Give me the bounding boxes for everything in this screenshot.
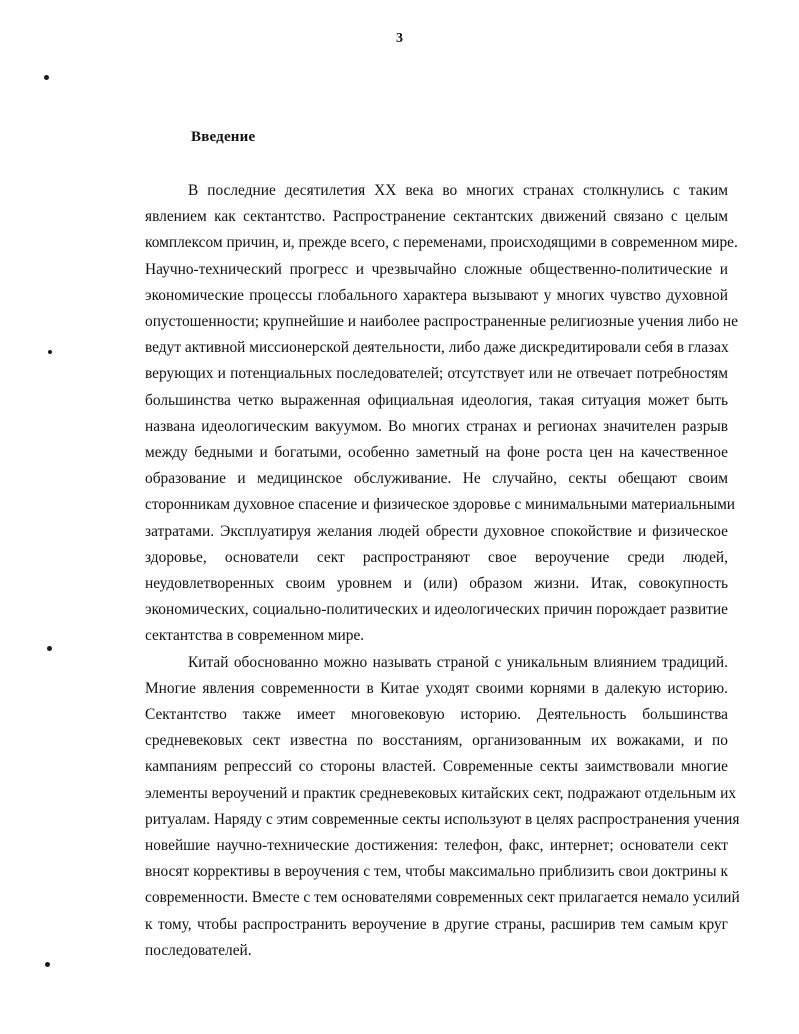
text-line: Многие явления современности в Китае уходят своими корнями в далекую историю.: [145, 679, 728, 697]
text-line: большинства четко выраженная официальная идеология, такая ситуация может быть: [145, 391, 728, 409]
text-line: неудовлетворенных своим уровнем и (или) образом жизни. Итак, совокупность: [145, 575, 728, 593]
scan-speck: [44, 75, 49, 80]
text-line: явлением как сектантство. Распространение сектантских движений связано с целым: [145, 208, 728, 226]
text-line: В последние десятилетия XX века во многих странах столкнулись с таким: [188, 182, 728, 199]
text-line: опустошенности; крупнейшие и наиболее распространенные религиозные учения либо не: [145, 313, 738, 331]
text-line: ведут активной миссионерской деятельности, либо даже дискредитировали себя в глазах: [145, 339, 729, 357]
paragraph: [145, 650, 740, 964]
text-line: верующих и потенциальных последователей; отсутствует или не отвечает потребностям: [145, 365, 728, 383]
text-line: последователей.: [145, 941, 252, 959]
text-line: ритуалам. Наряду с этим современные секты используют в целях распространения учения: [145, 810, 740, 828]
scan-speck: [48, 350, 52, 354]
text-line: кампаниям репрессий со стороны властей. Современные секты заимствовали многие: [145, 758, 728, 776]
scan-speck: [45, 962, 50, 967]
text-line: между бедными и богатыми, особенно заметный на фоне роста цен на качественное: [145, 444, 728, 462]
text-line: образование и медицинское обслуживание. Не случайно, секты обещают своим: [145, 470, 728, 488]
text-line: новейшие научно-технические достижения: телефон, факс, интернет; основатели сект: [145, 837, 728, 855]
text-line: комплексом причин, и, прежде всего, с переменами, происходящими в современном мире.: [145, 234, 738, 252]
text-line: здоровье, основатели сект распространяют свое вероучение среди людей,: [145, 548, 728, 566]
text-line: средневековых сект известна по восстаниям, организованным их вожаками, и по: [145, 732, 728, 750]
text-line: Научно-технический прогресс и чрезвычайно сложные общественно-политические и: [145, 260, 728, 278]
text-line: сторонникам духовное спасение и физическое здоровье с минимальными материальными: [145, 496, 736, 514]
page-number: 3: [396, 31, 403, 46]
body-text: [145, 178, 740, 964]
paragraph: [145, 178, 738, 650]
text-line: вносят коррективы в вероучения с тем, чтобы максимально приблизить свои доктрины к: [145, 863, 728, 881]
text-line: сектантства в современном мире.: [145, 627, 365, 645]
text-line: экономических, социально-политических и идеологических причин порождает развитие: [145, 601, 728, 619]
text-line: затратами. Эксплуатируя желания людей обрести духовное спокойствие и физическое: [145, 522, 728, 540]
text-line: Китай обоснованно можно называть страной с уникальным влиянием традиций.: [188, 653, 728, 671]
text-line: к тому, чтобы распространить вероучение в другие страны, расширив тем самым круг: [145, 915, 728, 933]
scan-speck: [47, 646, 52, 651]
text-line: названа идеологическим вакуумом. Во многих странах и регионах значителен разрыв: [145, 417, 728, 435]
text-line: экономические процессы глобального характера вызывают у многих чувство духовной: [145, 286, 728, 304]
text-line: современности. Вместе с тем основателями современных сект прилагается немало усилий: [145, 889, 740, 907]
section-heading: Введение: [191, 129, 256, 145]
text-line: элементы вероучений и практик средневековых китайских сект, подражают отдельным их: [145, 784, 737, 802]
text-line: Сектантство также имеет многовековую историю. Деятельность большинства: [145, 706, 728, 724]
